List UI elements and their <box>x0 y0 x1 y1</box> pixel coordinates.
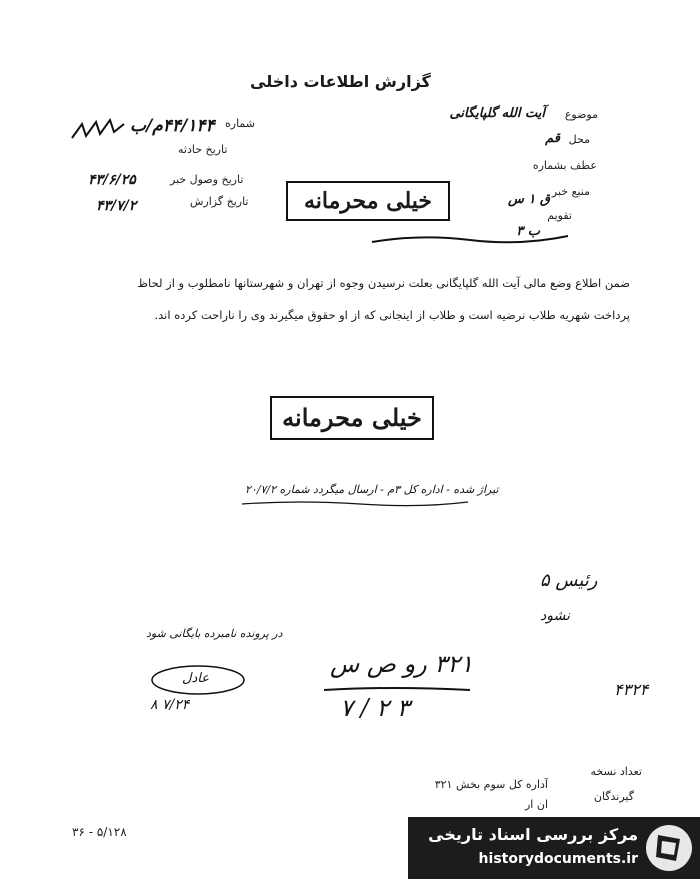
number-label: شماره <box>225 117 256 130</box>
center-secret-stamp: خیلی محرمانه <box>270 396 434 440</box>
source-value: ق ۱ س <box>507 192 550 207</box>
recipient-2: ان ار <box>525 798 548 811</box>
large-note-2: ۳ ۲ / ۷ <box>340 694 410 722</box>
subject-label: موضوع <box>564 108 598 121</box>
news-received-value: ۴۳/۶/۲۵ <box>88 172 136 188</box>
body-line-1: ضمن اطلاع وضع مالی آیت الله گلپایگانی بعلت نرسیدن وجوه از تهران و شهرستانها نامطلوب و از لحاظ <box>137 276 630 290</box>
evaluation-value: ب ۳ <box>516 224 540 239</box>
archive-note: در پرونده نامبرده بایگانی شود <box>146 627 283 640</box>
signature-note: نشود <box>540 608 570 624</box>
news-received-label: تاریخ وصول خبر <box>170 173 244 186</box>
location-label: محل <box>568 133 590 146</box>
recipient-1: آداره کل سوم بخش ۳۲۱ <box>434 778 548 791</box>
signature-chief: رئیس ۵ <box>540 570 598 591</box>
copies-label: تعداد نسخه <box>590 765 642 778</box>
document-title: گزارش اطلاعات داخلی <box>250 72 431 91</box>
forward-note: تیراژ شده - اداره کل ۳م - ارسال میگردد شماره ۲۰/۷/۲ <box>245 483 499 496</box>
body-line-2: پرداخت شهریه طلاب نرضیه است و طلاب از اینجانی که از او حقوق میگیرند وی را ناراحت کرده اند. <box>154 308 630 322</box>
sign-date: ۷/۲۴ ۸ <box>150 697 190 713</box>
forward-note-underline <box>240 498 470 508</box>
document-code: ۵/۱۲۸ - ۳۶ <box>72 825 127 839</box>
archive-logo-icon <box>646 825 692 871</box>
recipients-label: گیرندگان <box>593 790 634 803</box>
location-value: قم <box>545 131 560 146</box>
report-date-value: ۴۳/۷/۲ <box>96 198 137 214</box>
subject-value: آیت الله گلپایگانی <box>449 106 545 121</box>
top-secret-stamp: خیلی محرمانه <box>286 181 450 221</box>
sign-name: عادل <box>182 671 209 686</box>
right-margin-number: ۴۳۲۴ <box>614 680 649 699</box>
reference-label: عطف بشماره <box>532 159 597 172</box>
number-value: ۴۴/۱۴۴م/ب <box>130 116 215 136</box>
large-note-divider <box>322 684 472 694</box>
number-handwriting-mark <box>68 116 128 144</box>
archive-watermark <box>408 817 700 879</box>
incident-date-label: تاریخ حادثه <box>178 143 228 156</box>
evaluation-underline <box>370 230 570 248</box>
large-note-1: ۳۲۱ رو ص س <box>330 650 474 678</box>
archive-org-name: مرکز بررسی اسناد تاریخی <box>428 825 638 844</box>
evaluation-label: تقویم <box>547 209 572 222</box>
archive-url: historydocuments.ir <box>478 851 638 867</box>
source-label: منبع خبر <box>551 185 590 198</box>
report-date-label: تاریخ گزارش <box>190 195 249 208</box>
